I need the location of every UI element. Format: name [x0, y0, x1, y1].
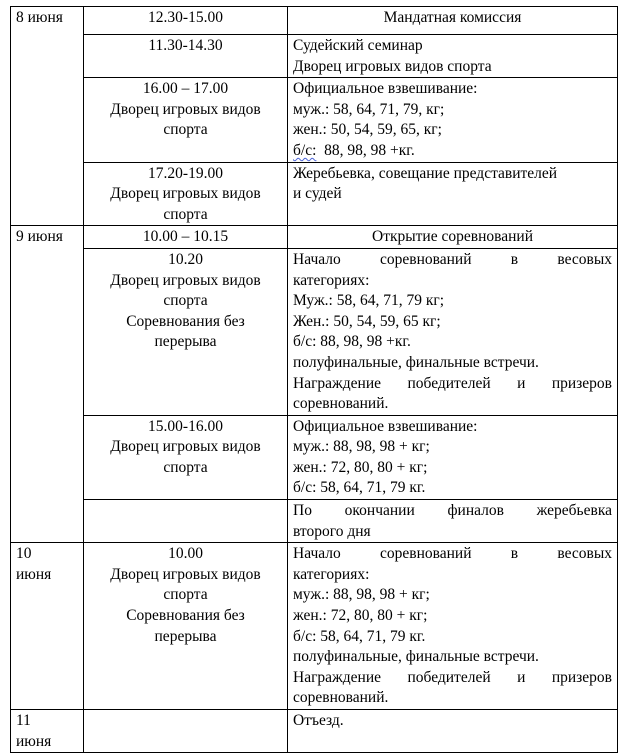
- time-cell: [84, 248, 288, 415]
- date-label: июня: [16, 565, 52, 583]
- event-cell: [288, 500, 618, 543]
- time-line: 16.00 – 17.00: [142, 80, 229, 98]
- time-cell: [84, 78, 288, 162]
- time-cell: [84, 415, 288, 499]
- event-line: полуфинальные, финальные встречи.: [293, 353, 539, 371]
- event-cell: [288, 543, 618, 710]
- event-cell: [288, 162, 618, 226]
- event-line: полуфинальные, финальные встречи.: [293, 648, 539, 666]
- event-line: Судейский семинар: [293, 37, 423, 54]
- event-line: муж.: 88, 98, 98 + кг;: [293, 586, 430, 604]
- event-line: Награждение победителей и призеров: [293, 374, 612, 392]
- schedule-row: [11, 35, 618, 78]
- date-label: 10: [16, 545, 32, 563]
- event-line: жен.: 72, 80, 80 + кг;: [293, 458, 428, 476]
- time-line: спорта: [163, 292, 208, 310]
- event-line: Открытие соревнований: [372, 228, 533, 246]
- event-line: По окончании финалов жеребьевка: [293, 502, 612, 520]
- event-line: жен.: 50, 54, 59, 65, кг;: [293, 121, 442, 139]
- time-line: Дворец игровых видов: [110, 565, 261, 583]
- date-cell: [11, 543, 84, 710]
- event-cell: [288, 78, 618, 162]
- time-line: Дворец игровых видов: [110, 271, 261, 289]
- time-line: 15.00-16.00: [148, 417, 223, 435]
- time-line: 10.20: [168, 250, 203, 268]
- time-line: перерыва: [154, 627, 217, 645]
- time-cell: [84, 162, 288, 226]
- time-line: 11.30-14.30: [148, 37, 223, 54]
- event-cell: [288, 248, 618, 415]
- time-line: спорта: [163, 205, 208, 223]
- schedule-row: [11, 162, 618, 226]
- date-label: 8 июня: [16, 9, 63, 26]
- event-line: муж.: 58, 64, 71, 79, кг;: [293, 100, 445, 118]
- date-label: июня: [16, 732, 52, 750]
- event-line: Официальное взвешивание:: [293, 80, 478, 98]
- date-cell: [11, 710, 84, 753]
- event-cell: [288, 710, 618, 753]
- event-line: муж.: 88, 98, 98 + кг;: [293, 438, 430, 456]
- event-cell: [288, 415, 618, 499]
- schedule-row: [11, 78, 618, 162]
- time-cell: [84, 35, 288, 78]
- date-cell: [11, 226, 84, 543]
- event-line: Начало соревнований в весовых: [293, 250, 612, 268]
- time-cell: [84, 543, 288, 710]
- time-line: спорта: [163, 121, 208, 139]
- time-line: 10.00: [168, 545, 203, 563]
- time-line: Дворец игровых видов: [110, 100, 261, 118]
- event-cell: [288, 35, 618, 78]
- time-cell-empty: [84, 500, 288, 543]
- time-line: спорта: [163, 458, 208, 476]
- time-line: спорта: [163, 586, 208, 604]
- event-line: Награждение победителей и призеров: [293, 668, 612, 686]
- schedule-row: [11, 543, 618, 710]
- schedule-row: [11, 226, 618, 249]
- event-line: Муж.: 58, 64, 71, 79 кг;: [293, 292, 445, 310]
- event-line: Мандатная комиссия: [383, 9, 522, 26]
- event-line: Начало соревнований в весовых: [293, 545, 612, 563]
- time-line: Соревнования без: [126, 607, 245, 625]
- event-line: б/с: 58, 64, 71, 79 кг.: [293, 627, 426, 645]
- event-line-continuation: 88, 98, 98 +кг.: [316, 141, 415, 159]
- event-line: Жен.: 50, 54, 59, 65 кг;: [293, 312, 441, 330]
- time-line: перерыва: [154, 333, 217, 351]
- event-line: б/с: 88, 98, 98 +кг.: [293, 333, 411, 351]
- schedule-row: [11, 710, 618, 753]
- schedule-table: [10, 6, 618, 753]
- schedule-row: [11, 248, 618, 415]
- event-line: соревнований.: [293, 395, 389, 413]
- event-line: [293, 141, 612, 162]
- time-line: 10.00 – 10.15: [142, 228, 229, 246]
- event-line: Жеребьевка, совещание представителей: [293, 164, 558, 182]
- event-line: категориях:: [293, 565, 370, 583]
- event-cell: [288, 226, 618, 249]
- event-line: жен.: 72, 80, 80 + кг;: [293, 607, 428, 625]
- event-line: Отъезд.: [293, 712, 344, 729]
- time-line: Дворец игровых видов: [110, 185, 261, 203]
- schedule-row: [11, 500, 618, 543]
- time-line: 17.20-19.00: [148, 164, 223, 182]
- date-label: 9 июня: [16, 228, 63, 246]
- event-cell: [288, 7, 618, 35]
- event-line: Официальное взвешивание:: [293, 417, 478, 435]
- time-cell-empty: [84, 710, 288, 753]
- time-line: Дворец игровых видов: [110, 438, 261, 456]
- time-line: Соревнования без: [126, 312, 245, 330]
- date-label: 11: [16, 712, 31, 729]
- date-cell: [11, 7, 84, 226]
- event-line: Дворец игровых видов спорта: [293, 57, 492, 75]
- event-line: б/с: 58, 64, 71, 79 кг.: [293, 479, 426, 497]
- event-line: второго дня: [293, 522, 371, 540]
- schedule-row: [11, 7, 618, 35]
- schedule-row: [11, 415, 618, 499]
- time-cell: [84, 226, 288, 249]
- event-line: категориях:: [293, 271, 370, 289]
- time-cell: [84, 7, 288, 35]
- time-line: 12.30-15.00: [148, 9, 223, 26]
- event-line: соревнований.: [293, 689, 389, 707]
- spellcheck-underlined-text: б/с:: [293, 141, 317, 159]
- event-line: и судей: [293, 185, 342, 203]
